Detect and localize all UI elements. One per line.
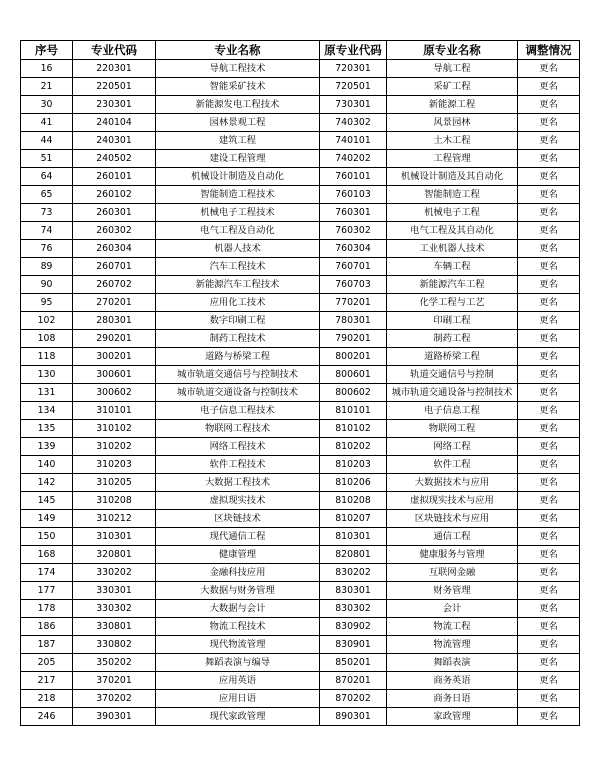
original-major-code-cell: 740101 — [320, 132, 387, 150]
original-major-code-cell: 760701 — [320, 258, 387, 276]
adjustment-status-cell: 更名 — [518, 528, 580, 546]
major-code-cell: 310301 — [73, 528, 156, 546]
original-major-code-cell: 800201 — [320, 348, 387, 366]
major-name-cell: 园林景观工程 — [156, 114, 320, 132]
original-major-name-cell: 区块链技术与应用 — [387, 510, 518, 528]
original-major-name-cell: 印刷工程 — [387, 312, 518, 330]
serial-number-cell: 174 — [21, 564, 73, 582]
original-major-name-cell: 物联网工程 — [387, 420, 518, 438]
serial-number-cell: 139 — [21, 438, 73, 456]
serial-number-cell: 168 — [21, 546, 73, 564]
serial-number-cell: 145 — [21, 492, 73, 510]
table-row — [21, 582, 580, 600]
header-adjustment-status: 调整情况 — [518, 41, 580, 60]
table-row — [21, 60, 580, 78]
original-major-code-cell: 760302 — [320, 222, 387, 240]
adjustment-status-cell: 更名 — [518, 546, 580, 564]
major-code-cell: 310208 — [73, 492, 156, 510]
original-major-name-cell: 新能源工程 — [387, 96, 518, 114]
major-code-cell: 260702 — [73, 276, 156, 294]
major-name-cell: 大数据工程技术 — [156, 474, 320, 492]
original-major-code-cell: 740202 — [320, 150, 387, 168]
adjustment-status-cell: 更名 — [518, 114, 580, 132]
major-name-cell: 物流工程技术 — [156, 618, 320, 636]
major-name-cell: 应用英语 — [156, 672, 320, 690]
original-major-name-cell: 导航工程 — [387, 60, 518, 78]
major-name-cell: 现代物流管理 — [156, 636, 320, 654]
adjustment-status-cell: 更名 — [518, 312, 580, 330]
original-major-name-cell: 工程管理 — [387, 150, 518, 168]
table-row — [21, 528, 580, 546]
major-code-cell: 330301 — [73, 582, 156, 600]
serial-number-cell: 21 — [21, 78, 73, 96]
original-major-code-cell: 760301 — [320, 204, 387, 222]
table-row — [21, 654, 580, 672]
table-row — [21, 330, 580, 348]
major-name-cell: 金融科技应用 — [156, 564, 320, 582]
table-row — [21, 690, 580, 708]
adjustment-status-cell: 更名 — [518, 582, 580, 600]
major-name-cell: 网络工程技术 — [156, 438, 320, 456]
major-code-cell: 300601 — [73, 366, 156, 384]
major-name-cell: 机器人技术 — [156, 240, 320, 258]
table-row — [21, 240, 580, 258]
original-major-name-cell: 软件工程 — [387, 456, 518, 474]
serial-number-cell: 44 — [21, 132, 73, 150]
original-major-code-cell: 830202 — [320, 564, 387, 582]
table-row — [21, 168, 580, 186]
adjustment-status-cell: 更名 — [518, 708, 580, 726]
major-name-cell: 物联网工程技术 — [156, 420, 320, 438]
table-row — [21, 132, 580, 150]
major-code-cell: 330801 — [73, 618, 156, 636]
major-code-cell: 260101 — [73, 168, 156, 186]
table-row — [21, 510, 580, 528]
serial-number-cell: 142 — [21, 474, 73, 492]
original-major-name-cell: 商务日语 — [387, 690, 518, 708]
serial-number-cell: 131 — [21, 384, 73, 402]
major-name-cell: 道路与桥梁工程 — [156, 348, 320, 366]
serial-number-cell: 149 — [21, 510, 73, 528]
original-major-code-cell: 810206 — [320, 474, 387, 492]
original-major-code-cell: 790201 — [320, 330, 387, 348]
serial-number-cell: 73 — [21, 204, 73, 222]
original-major-name-cell: 风景园林 — [387, 114, 518, 132]
adjustment-status-cell: 更名 — [518, 186, 580, 204]
adjustment-status-cell: 更名 — [518, 168, 580, 186]
original-major-name-cell: 化学工程与工艺 — [387, 294, 518, 312]
table-body — [21, 60, 580, 726]
serial-number-cell: 51 — [21, 150, 73, 168]
major-code-cell: 220301 — [73, 60, 156, 78]
original-major-code-cell: 870201 — [320, 672, 387, 690]
serial-number-cell: 177 — [21, 582, 73, 600]
header-original-major-code: 原专业代码 — [320, 41, 387, 60]
original-major-code-cell: 810101 — [320, 402, 387, 420]
adjustment-status-cell: 更名 — [518, 510, 580, 528]
major-name-cell: 新能源发电工程技术 — [156, 96, 320, 114]
original-major-code-cell: 820801 — [320, 546, 387, 564]
serial-number-cell: 65 — [21, 186, 73, 204]
original-major-name-cell: 电子信息工程 — [387, 402, 518, 420]
original-major-name-cell: 电气工程及其自动化 — [387, 222, 518, 240]
table-row — [21, 600, 580, 618]
table-row — [21, 96, 580, 114]
original-major-name-cell: 物流工程 — [387, 618, 518, 636]
original-major-name-cell: 物流管理 — [387, 636, 518, 654]
major-code-cell: 260102 — [73, 186, 156, 204]
serial-number-cell: 178 — [21, 600, 73, 618]
original-major-name-cell: 轨道交通信号与控制 — [387, 366, 518, 384]
major-code-cell: 370202 — [73, 690, 156, 708]
table-row — [21, 618, 580, 636]
adjustment-status-cell: 更名 — [518, 222, 580, 240]
original-major-code-cell: 760703 — [320, 276, 387, 294]
major-code-cell: 240502 — [73, 150, 156, 168]
table-row — [21, 186, 580, 204]
adjustment-status-cell: 更名 — [518, 366, 580, 384]
serial-number-cell: 135 — [21, 420, 73, 438]
original-major-code-cell: 830901 — [320, 636, 387, 654]
major-code-cell: 280301 — [73, 312, 156, 330]
major-name-cell: 制药工程技术 — [156, 330, 320, 348]
major-name-cell: 现代家政管理 — [156, 708, 320, 726]
major-code-cell: 310212 — [73, 510, 156, 528]
original-major-code-cell: 760103 — [320, 186, 387, 204]
table-header — [21, 41, 580, 60]
adjustment-status-cell: 更名 — [518, 456, 580, 474]
original-major-code-cell: 810203 — [320, 456, 387, 474]
adjustment-status-cell: 更名 — [518, 600, 580, 618]
table-row — [21, 474, 580, 492]
serial-number-cell: 130 — [21, 366, 73, 384]
original-major-name-cell: 互联网金融 — [387, 564, 518, 582]
adjustment-status-cell: 更名 — [518, 258, 580, 276]
major-name-cell: 智能制造工程技术 — [156, 186, 320, 204]
major-name-cell: 大数据与会计 — [156, 600, 320, 618]
original-major-name-cell: 通信工程 — [387, 528, 518, 546]
adjustment-status-cell: 更名 — [518, 96, 580, 114]
major-name-cell: 数字印刷工程 — [156, 312, 320, 330]
original-major-name-cell: 虚拟现实技术与应用 — [387, 492, 518, 510]
serial-number-cell: 30 — [21, 96, 73, 114]
major-code-cell: 300201 — [73, 348, 156, 366]
adjustment-status-cell: 更名 — [518, 60, 580, 78]
table-row — [21, 204, 580, 222]
original-major-code-cell: 760304 — [320, 240, 387, 258]
table-row — [21, 78, 580, 96]
adjustment-status-cell: 更名 — [518, 690, 580, 708]
major-name-cell: 舞蹈表演与编导 — [156, 654, 320, 672]
serial-number-cell: 16 — [21, 60, 73, 78]
original-major-name-cell: 工业机器人技术 — [387, 240, 518, 258]
major-code-cell: 310202 — [73, 438, 156, 456]
major-code-cell: 330302 — [73, 600, 156, 618]
serial-number-cell: 89 — [21, 258, 73, 276]
adjustment-status-cell: 更名 — [518, 672, 580, 690]
adjustment-status-cell: 更名 — [518, 492, 580, 510]
major-code-cell: 330202 — [73, 564, 156, 582]
major-name-cell: 现代通信工程 — [156, 528, 320, 546]
table-row — [21, 384, 580, 402]
table-row — [21, 546, 580, 564]
serial-number-cell: 108 — [21, 330, 73, 348]
adjustment-status-cell: 更名 — [518, 474, 580, 492]
major-code-cell: 260304 — [73, 240, 156, 258]
original-major-name-cell: 土木工程 — [387, 132, 518, 150]
original-major-code-cell: 760101 — [320, 168, 387, 186]
original-major-code-cell: 740302 — [320, 114, 387, 132]
adjustment-status-cell: 更名 — [518, 204, 580, 222]
major-name-cell: 城市轨道交通信号与控制技术 — [156, 366, 320, 384]
original-major-name-cell: 家政管理 — [387, 708, 518, 726]
table-row — [21, 150, 580, 168]
adjustment-status-cell: 更名 — [518, 330, 580, 348]
original-major-code-cell: 810301 — [320, 528, 387, 546]
major-code-cell: 310203 — [73, 456, 156, 474]
table-row — [21, 258, 580, 276]
original-major-name-cell: 机械设计制造及其自动化 — [387, 168, 518, 186]
table-row — [21, 402, 580, 420]
serial-number-cell: 218 — [21, 690, 73, 708]
table-row — [21, 420, 580, 438]
original-major-code-cell: 720301 — [320, 60, 387, 78]
original-major-code-cell: 830301 — [320, 582, 387, 600]
major-name-cell: 机械设计制造及自动化 — [156, 168, 320, 186]
major-name-cell: 区块链技术 — [156, 510, 320, 528]
original-major-code-cell: 810207 — [320, 510, 387, 528]
adjustment-status-cell: 更名 — [518, 276, 580, 294]
original-major-name-cell: 城市轨道交通设备与控制技术 — [387, 384, 518, 402]
adjustment-status-cell: 更名 — [518, 384, 580, 402]
major-name-cell: 电气工程及自动化 — [156, 222, 320, 240]
major-code-cell: 260701 — [73, 258, 156, 276]
table-row — [21, 348, 580, 366]
major-code-cell: 330802 — [73, 636, 156, 654]
adjustment-status-cell: 更名 — [518, 150, 580, 168]
major-adjustment-table — [20, 40, 580, 726]
original-major-name-cell: 智能制造工程 — [387, 186, 518, 204]
header-major-code: 专业代码 — [73, 41, 156, 60]
adjustment-status-cell: 更名 — [518, 654, 580, 672]
original-major-code-cell: 810208 — [320, 492, 387, 510]
major-code-cell: 310102 — [73, 420, 156, 438]
original-major-code-cell: 800601 — [320, 366, 387, 384]
major-name-cell: 建筑工程 — [156, 132, 320, 150]
table-row — [21, 114, 580, 132]
serial-number-cell: 140 — [21, 456, 73, 474]
original-major-code-cell: 850201 — [320, 654, 387, 672]
major-code-cell: 320801 — [73, 546, 156, 564]
original-major-code-cell: 770201 — [320, 294, 387, 312]
original-major-code-cell: 810202 — [320, 438, 387, 456]
major-code-cell: 310205 — [73, 474, 156, 492]
original-major-code-cell: 830302 — [320, 600, 387, 618]
original-major-name-cell: 舞蹈表演 — [387, 654, 518, 672]
table-row — [21, 672, 580, 690]
adjustment-status-cell: 更名 — [518, 348, 580, 366]
major-code-cell: 310101 — [73, 402, 156, 420]
major-name-cell: 新能源汽车工程技术 — [156, 276, 320, 294]
serial-number-cell: 150 — [21, 528, 73, 546]
adjustment-status-cell: 更名 — [518, 564, 580, 582]
table-row — [21, 708, 580, 726]
serial-number-cell: 187 — [21, 636, 73, 654]
original-major-name-cell: 商务英语 — [387, 672, 518, 690]
original-major-code-cell: 830902 — [320, 618, 387, 636]
major-code-cell: 290201 — [73, 330, 156, 348]
original-major-code-cell: 810102 — [320, 420, 387, 438]
table-row — [21, 312, 580, 330]
serial-number-cell: 102 — [21, 312, 73, 330]
major-name-cell: 电子信息工程技术 — [156, 402, 320, 420]
major-code-cell: 220501 — [73, 78, 156, 96]
original-major-code-cell: 870202 — [320, 690, 387, 708]
major-code-cell: 240104 — [73, 114, 156, 132]
major-name-cell: 健康管理 — [156, 546, 320, 564]
original-major-name-cell: 道路桥梁工程 — [387, 348, 518, 366]
serial-number-cell: 186 — [21, 618, 73, 636]
original-major-code-cell: 730301 — [320, 96, 387, 114]
original-major-name-cell: 采矿工程 — [387, 78, 518, 96]
major-code-cell: 240301 — [73, 132, 156, 150]
major-name-cell: 建设工程管理 — [156, 150, 320, 168]
major-code-cell: 350202 — [73, 654, 156, 672]
serial-number-cell: 134 — [21, 402, 73, 420]
table-row — [21, 456, 580, 474]
major-name-cell: 应用日语 — [156, 690, 320, 708]
major-code-cell: 270201 — [73, 294, 156, 312]
table-row — [21, 438, 580, 456]
original-major-name-cell: 财务管理 — [387, 582, 518, 600]
adjustment-status-cell: 更名 — [518, 438, 580, 456]
table-row — [21, 492, 580, 510]
adjustment-status-cell: 更名 — [518, 78, 580, 96]
adjustment-status-cell: 更名 — [518, 294, 580, 312]
major-name-cell: 智能采矿技术 — [156, 78, 320, 96]
adjustment-status-cell: 更名 — [518, 420, 580, 438]
major-code-cell: 260302 — [73, 222, 156, 240]
serial-number-cell: 217 — [21, 672, 73, 690]
major-name-cell: 虚拟现实技术 — [156, 492, 320, 510]
original-major-name-cell: 会计 — [387, 600, 518, 618]
original-major-name-cell: 健康服务与管理 — [387, 546, 518, 564]
header-major-name: 专业名称 — [156, 41, 320, 60]
serial-number-cell: 205 — [21, 654, 73, 672]
original-major-name-cell: 车辆工程 — [387, 258, 518, 276]
serial-number-cell: 246 — [21, 708, 73, 726]
adjustment-status-cell: 更名 — [518, 636, 580, 654]
serial-number-cell: 95 — [21, 294, 73, 312]
table-row — [21, 276, 580, 294]
major-code-cell: 260301 — [73, 204, 156, 222]
table-row — [21, 564, 580, 582]
header-serial-number: 序号 — [21, 41, 73, 60]
adjustment-status-cell: 更名 — [518, 240, 580, 258]
major-name-cell: 机械电子工程技术 — [156, 204, 320, 222]
original-major-name-cell: 网络工程 — [387, 438, 518, 456]
original-major-code-cell: 800602 — [320, 384, 387, 402]
adjustment-status-cell: 更名 — [518, 402, 580, 420]
table-row — [21, 294, 580, 312]
table-row — [21, 222, 580, 240]
serial-number-cell: 76 — [21, 240, 73, 258]
major-name-cell: 软件工程技术 — [156, 456, 320, 474]
serial-number-cell: 74 — [21, 222, 73, 240]
table-row — [21, 366, 580, 384]
major-name-cell: 大数据与财务管理 — [156, 582, 320, 600]
header-original-major-name: 原专业名称 — [387, 41, 518, 60]
original-major-name-cell: 制药工程 — [387, 330, 518, 348]
major-code-cell: 370201 — [73, 672, 156, 690]
table-row — [21, 636, 580, 654]
serial-number-cell: 64 — [21, 168, 73, 186]
major-code-cell: 230301 — [73, 96, 156, 114]
serial-number-cell: 90 — [21, 276, 73, 294]
original-major-name-cell: 新能源汽车工程 — [387, 276, 518, 294]
original-major-code-cell: 720501 — [320, 78, 387, 96]
original-major-name-cell: 机械电子工程 — [387, 204, 518, 222]
serial-number-cell: 41 — [21, 114, 73, 132]
major-name-cell: 导航工程技术 — [156, 60, 320, 78]
major-name-cell: 城市轨道交通设备与控制技术 — [156, 384, 320, 402]
major-code-cell: 300602 — [73, 384, 156, 402]
adjustment-status-cell: 更名 — [518, 618, 580, 636]
original-major-name-cell: 大数据技术与应用 — [387, 474, 518, 492]
major-name-cell: 汽车工程技术 — [156, 258, 320, 276]
major-code-cell: 390301 — [73, 708, 156, 726]
adjustment-status-cell: 更名 — [518, 132, 580, 150]
original-major-code-cell: 890301 — [320, 708, 387, 726]
serial-number-cell: 118 — [21, 348, 73, 366]
original-major-code-cell: 780301 — [320, 312, 387, 330]
header-row — [21, 41, 580, 60]
major-name-cell: 应用化工技术 — [156, 294, 320, 312]
